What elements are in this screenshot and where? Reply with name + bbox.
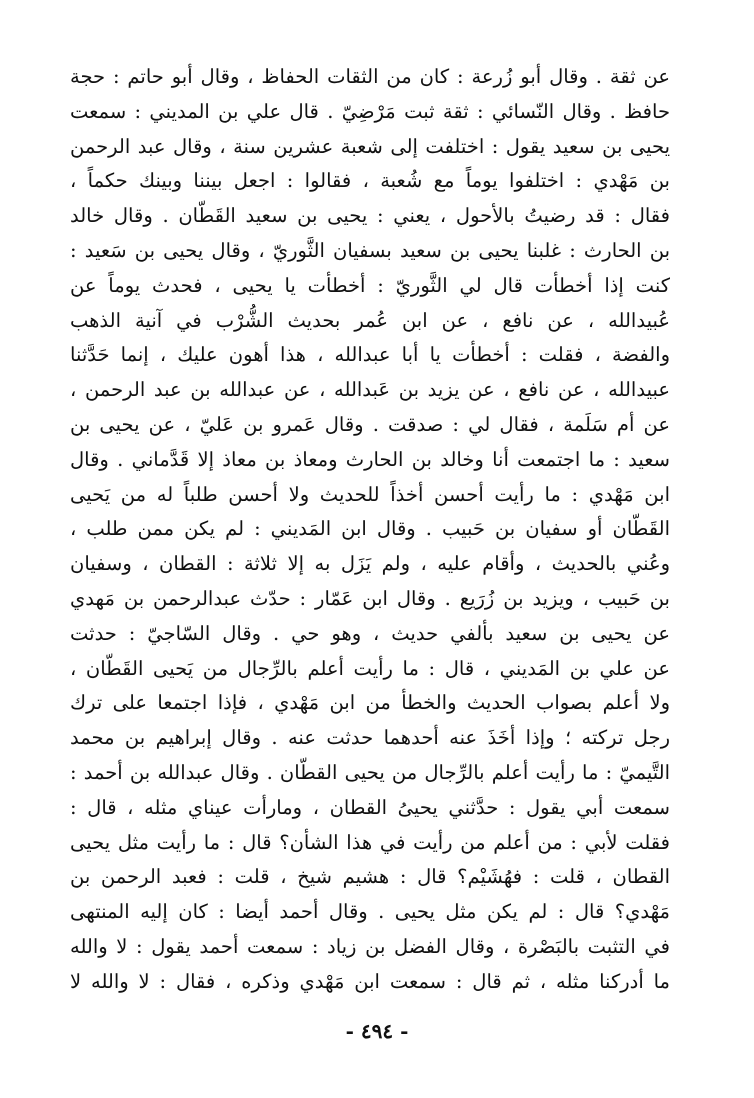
text-line: بن حَبيب ، ويزيد بن زُرَيع . وقال ابن عَمّار : حدّث عبدالرحمن بن مَهدي <box>70 586 670 610</box>
text-line: رجل تركته ؛ وإذا أخَذَ عنه أحدهما حدثت عنه . وقال إبراهيم بن محمد <box>70 726 670 750</box>
text-line: التَّيميّ : ما رأيت أعلم بالرِّجال من يحيى القطّان . وقال عبدالله بن أحمد : <box>70 760 670 784</box>
text-line: القطان ، قلت : فهُشَيْم؟ قال : هشيم شيخ ، قلت : فعبد الرحمن بن <box>70 865 670 889</box>
text-line: بن الحارث : غلبنا يحيى بن سعيد بسفيان الثَّوريّ ، وقال يحيى بن سَعيد : <box>70 238 670 262</box>
text-line: مَهْدي؟ قال : لم يكن مثل يحيى . وقال أحمد أيضا : كان إليه المنتهى <box>70 900 670 924</box>
text-line: وعُني بالحديث ، وأقام عليه ، ولم يَزَل به إلا ثلاثة : القطان ، وسفيان <box>70 552 670 576</box>
text-line: القَطّان أو سفيان بن حَبيب . وقال ابن المَديني : لم يكن ممن طلب ، <box>70 517 670 541</box>
body-text <box>70 60 670 1000</box>
text-line: ابن مَهْدي : ما رأيت أحسن أخذاً للحديث ولا أحسن طلباً له من يَحيى <box>70 482 670 506</box>
text-line: ما أدركنا مثله ، ثم قال : سمعت ابن مَهْدي وذكره ، فقال : لا والله لا <box>70 969 670 993</box>
text-line: فقلت لأبي : من أعلم من رأيت في هذا الشأن؟ قال : ما رأيت مثل يحيى <box>70 830 670 854</box>
text-line: حافظ . وقال النّسائي : ثقة ثبت مَرْضِيّ . قال علي بن المديني : سمعت <box>70 99 670 123</box>
text-line: سعيد : ما اجتمعت أنا وخالد بن الحارث ومعاذ بن معاذ إلا قَدَّماني . وقال <box>70 447 670 471</box>
text-line: في التثبت بالبَصْرة ، وقال الفضل بن زياد : سمعت أحمد يقول : لا والله <box>70 934 670 958</box>
text-line: فقال : قد رضيتُ بالأحول ، يعني : يحيى بن سعيد القَطّان . وقال خالد <box>70 204 670 228</box>
text-line: ولا أعلم بصواب الحديث والخطأ من ابن مَهْدي ، فإذا اجتمعا على ترك <box>70 691 670 715</box>
text-line: سمعت أبي يقول : حدَّثني يحيىُ القطان ، ومارأت عيناي مثله ، قال : <box>70 795 670 819</box>
text-line: عبيدالله ، عن نافع ، عن يزيد بن عَبدالله ، عن عبدالله بن عبد الرحمن ، <box>70 378 670 402</box>
text-line: عُبيدالله ، عن نافع ، عن ابن عُمر بحديث الشُّرْب في آنية الذهب <box>70 308 670 332</box>
text-line: والفضة ، فقلت : أخطأت يا أبا عبدالله ، هذا أهون عليك ، إنما حَدَّثنا <box>70 343 670 367</box>
text-line: كنت إذا أخطأت قال لي الثَّوريّ : أخطأت يا يحيى ، فحدث يوماً عن <box>70 273 670 297</box>
text-line: عن ثقة . وقال أبو زُرعة : كان من الثقات الحفاظ ، وقال أبو حاتم : حجة <box>70 65 670 88</box>
text-line: يحيى بن سعيد يقول : اختلفت إلى شعبة عشرين سنة ، وقال عبد الرحمن <box>70 134 670 158</box>
page-number: - ٤٩٤ - <box>345 1019 409 1043</box>
text-line: عن يحيى بن سعيد بألفي حديث ، وهو حي . وقال السّاجيّ : حدثت <box>70 621 670 645</box>
text-line: عن أم سَلَمة ، فقال لي : صدقت . وقال عَمرو بن عَليّ ، عن يحيى بن <box>70 412 670 436</box>
text-line: عن علي بن المَديني ، قال : ما رأيت أعلم بالرِّجال من يَحيى القَطّان ، <box>70 656 670 680</box>
text-line: بن مَهْدي : اختلفوا يوماً مع شُعبة ، فقالوا : اجعل بيننا وبينك حكماً ، <box>70 169 670 193</box>
